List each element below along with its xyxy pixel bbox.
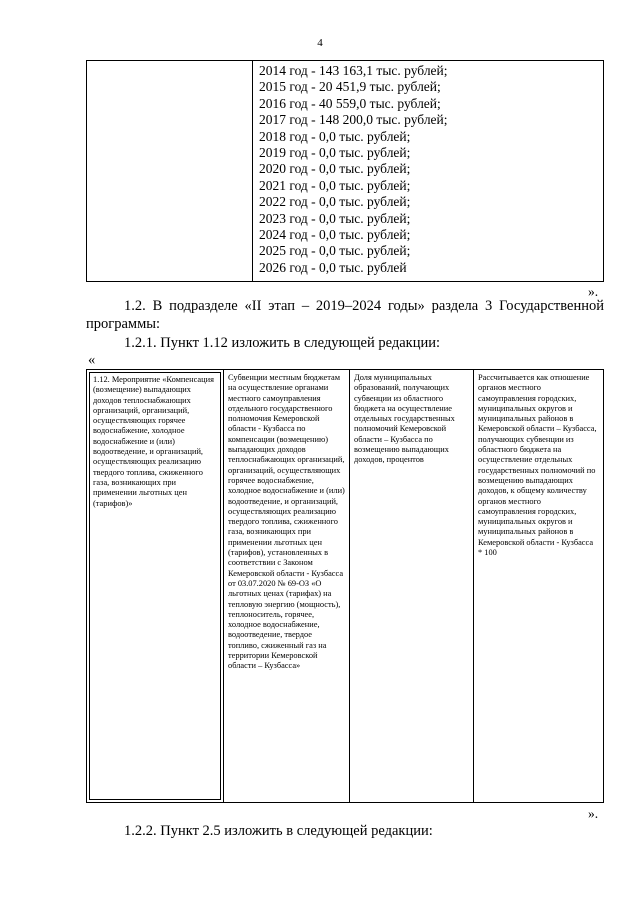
paragraph-1-2-1: 1.2.1. Пункт 1.12 изложить в следующей редакции:: [124, 335, 441, 351]
funding-row: 2019 год - 0,0 тыс. рублей;: [259, 145, 411, 161]
measure-name-inner-frame: [89, 372, 221, 800]
funding-table-right-cell: [259, 63, 448, 276]
indicator-calculation-text: Рассчитывается как отношение органов местного самоуправления городских, муниципальных округов и муниципальных районов в Кемеровской области – Кузбасса, получающих субвенции из областного бюджета на осуществление отдельных государственных полномочий по возмещению выпадающих доходов, к общему количеству органов местного самоуправления городских, муниципальных округов и муниципальных районов в Кемеровской области - Кузбасса * 100: [478, 373, 597, 558]
funding-row: 2024 год - 0,0 тыс. рублей;: [259, 227, 411, 243]
funding-row: 2020 год - 0,0 тыс. рублей;: [259, 161, 411, 177]
indicator-name-text: Доля муниципальных образований, получающих субвенции из областного бюджета на осуществление отдельных государственных полномочий Кемеровской области – Кузбасса по возмещению выпадающих доходов, процентов: [354, 373, 455, 465]
funding-row: 2021 год - 0,0 тыс. рублей;: [259, 177, 411, 193]
measure-description-cell: [224, 370, 350, 802]
measure-description-text: Субвенции местным бюджетам на осуществление органами местного самоуправления отдельного государственного полномочия Кемеровской области - Кузбасса по компенсации (возмещению) выпадающих доходов теплоснабжающих организаций, организаций, осуществляющих горячее водоснабжение, холодное водоснабжение и (или) водоотведение, и организаций, осуществляющих реализацию твердого топлива, сжиженного газа, возникающих при применении льготных цен (тарифов), установленных в соответствии с Законом Кемеровской области - Кузбасса от 03.07.2020 № 69-ОЗ «О льготных ценах (тарифах) на тепловую энергию (мощность), теплоноситель, горячее, холодное водоснабжение, водоотведение, твердое топливо, сжиженный газ на территории Кемеровской области – Кузбасса»: [228, 373, 345, 671]
funding-row: 2017 год - 148 200,0 тыс. рублей;: [259, 112, 448, 128]
measure-name-cell: [87, 370, 224, 802]
measure-table-close-quote: ».: [588, 806, 599, 821]
open-quote: «: [88, 352, 96, 368]
funding-row: 2022 год - 0,0 тыс. рублей;: [259, 194, 411, 210]
indicator-name-cell: [350, 370, 474, 802]
page-number: 4: [317, 37, 323, 49]
paragraph-1-2-2: 1.2.2. Пункт 2.5 изложить в следующей редакции:: [124, 823, 433, 839]
funding-table: [86, 60, 604, 282]
funding-row: 2014 год - 143 163,1 тыс. рублей;: [259, 63, 448, 78]
measure-table: [86, 369, 604, 803]
measure-name-text: 1.12. Мероприятие «Компенсация (возмещение) выпадающих доходов теплоснабжающих организаций, организаций, осуществляющих горячее водоснабжение, холодное водоснабжение и (или) водоотведение, и организаций, осуществляющих реализацию твердого топлива, сжиженного газа, возникающих при применении льготных цен (тарифов)»: [93, 375, 214, 508]
funding-row: 2016 год - 40 559,0 тыс. рублей;: [259, 95, 441, 111]
funding-row: 2025 год - 0,0 тыс. рублей;: [259, 243, 411, 259]
funding-table-left-cell: [87, 61, 253, 281]
funding-row: 2015 год - 20 451,9 тыс. рублей;: [259, 79, 441, 95]
indicator-calculation-cell: [474, 370, 603, 802]
funding-row: 2018 год - 0,0 тыс. рублей;: [259, 128, 411, 144]
funding-table-close-quote: ».: [588, 284, 599, 299]
funding-row: 2023 год - 0,0 тыс. рублей;: [259, 210, 411, 226]
funding-row: 2026 год - 0,0 тыс. рублей: [259, 259, 407, 275]
paragraph-1-2: 1.2. В подразделе «II этап – 2019–2024 годы» раздела 3 Государственной программы:: [86, 298, 604, 332]
